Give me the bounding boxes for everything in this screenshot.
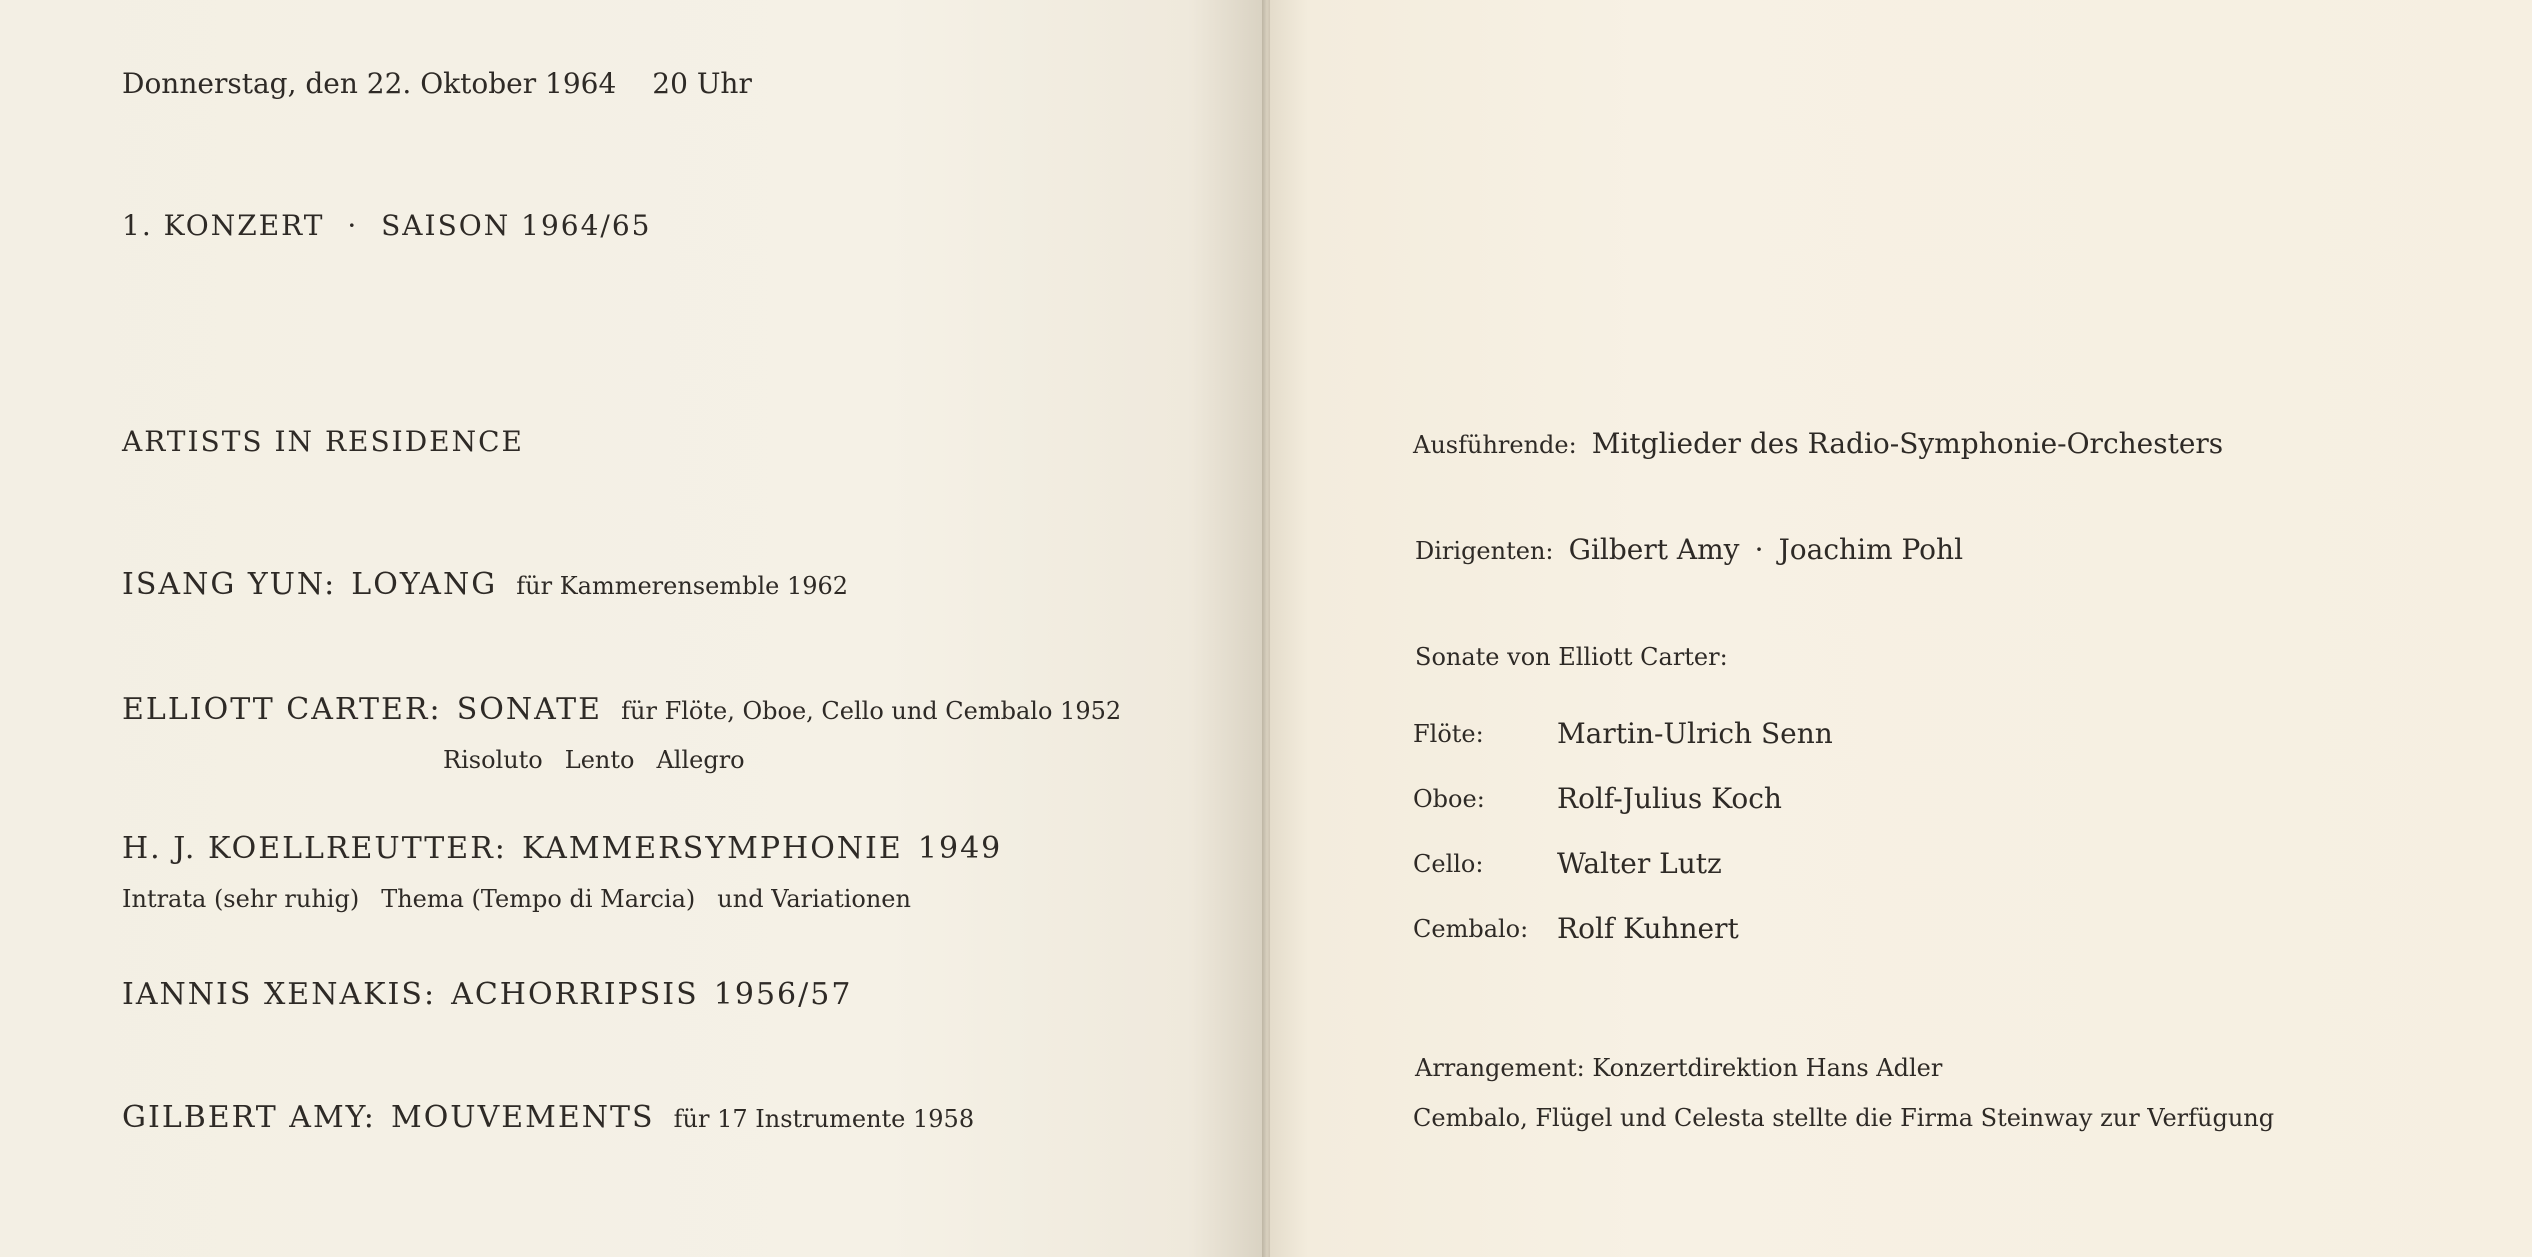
- composer-name: ELLIOTT CARTER:: [122, 692, 442, 727]
- conductors-label: Dirigenten:: [1415, 537, 1554, 565]
- conductor-name: Joachim Pohl: [1778, 533, 1964, 566]
- series-title: ARTISTS IN RESIDENCE: [122, 425, 524, 458]
- movements-line: [443, 748, 745, 772]
- concert-date: Donnerstag, den 22. Oktober 1964: [122, 67, 617, 100]
- instrument-label: Oboe:: [1413, 785, 1485, 813]
- composer-name: IANNIS XENAKIS:: [122, 977, 437, 1012]
- program-item: [122, 1100, 975, 1135]
- concert-number: 1. KONZERT: [122, 209, 325, 242]
- work-title: KAMMERSYMPHONIE: [521, 831, 903, 866]
- work-title: LOYANG: [351, 567, 498, 602]
- movement: Lento: [564, 746, 635, 774]
- season-separator: ·: [347, 209, 359, 242]
- work-detail: für 17 Instrumente 1958: [673, 1105, 975, 1133]
- program-item: [122, 567, 849, 602]
- work-detail: für Flöte, Oboe, Cello und Cembalo 1952: [621, 697, 1122, 725]
- movement: Allegro: [656, 746, 745, 774]
- performers-line: [1413, 427, 2224, 460]
- movement: Thema (Tempo di Marcia): [381, 885, 696, 913]
- work-detail: für Kammerensemble 1962: [516, 572, 849, 600]
- left-page: [0, 0, 1264, 1257]
- work-title: SONATE: [456, 692, 603, 727]
- conductors-separator: ·: [1754, 533, 1764, 566]
- instrument-label: Cello:: [1413, 850, 1484, 878]
- instrument-player: Martin-Ulrich Senn: [1557, 717, 1833, 750]
- instruments-credit: Cembalo, Flügel und Celesta stellte die Firma Steinway zur Verfügung: [1413, 1104, 2275, 1132]
- concert-time: 20 Uhr: [652, 67, 752, 100]
- program-item: [122, 977, 853, 1012]
- arrangement-credit: Arrangement: Konzertdirektion Hans Adler: [1415, 1054, 1943, 1082]
- composer-name: ISANG YUN:: [122, 567, 337, 602]
- program-item: [122, 692, 1122, 727]
- work-year: 1949: [917, 831, 1003, 866]
- work-title: ACHORRIPSIS: [451, 977, 699, 1012]
- concert-date-line: [122, 67, 752, 100]
- conductors-line: [1415, 533, 1964, 566]
- sonata-heading: Sonate von Elliott Carter:: [1415, 643, 1728, 671]
- instrument-label: Cembalo:: [1413, 915, 1529, 943]
- instrument-label: Flöte:: [1413, 720, 1484, 748]
- instrument-player: Rolf-Julius Koch: [1557, 782, 1782, 815]
- composer-name: H. J. KOELLREUTTER:: [122, 831, 507, 866]
- movement: und Variationen: [717, 885, 911, 913]
- movement: Risoluto: [443, 746, 543, 774]
- performers-value: Mitglieder des Radio-Symphonie-Orchesters: [1591, 427, 2224, 460]
- right-page: [1270, 0, 2532, 1257]
- performers-label: Ausführende:: [1413, 431, 1577, 459]
- work-year: 1956/57: [713, 977, 853, 1012]
- movement: Intrata (sehr ruhig): [122, 885, 360, 913]
- concert-season-line: [122, 209, 652, 242]
- season: SAISON 1964/65: [381, 209, 652, 242]
- movements-line: [122, 887, 911, 911]
- work-title: MOUVEMENTS: [390, 1100, 655, 1135]
- composer-name: GILBERT AMY:: [122, 1100, 376, 1135]
- conductor-name: Gilbert Amy: [1568, 533, 1740, 566]
- instrument-player: Walter Lutz: [1557, 847, 1722, 880]
- instrument-player: Rolf Kuhnert: [1557, 912, 1739, 945]
- program-item: [122, 831, 1003, 866]
